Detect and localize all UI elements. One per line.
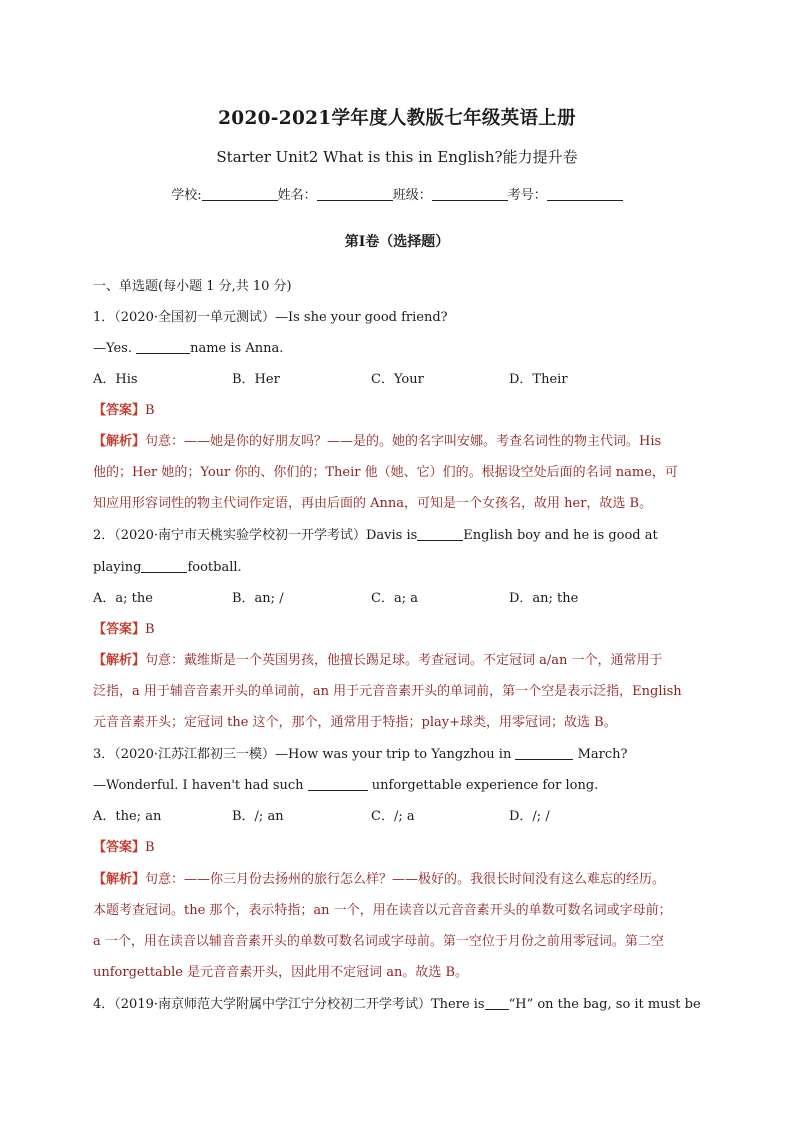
question-3-option-a: A．the; an (93, 809, 162, 824)
question-2-analysis-line-3: 元音音素开头；定冠词 the 这个，那个，通常用于特指；play+球类，用零冠词；故选 B。 (93, 715, 617, 730)
answer-value: B (145, 403, 155, 418)
question-2-stem-line-2 (93, 559, 713, 577)
question-3-stem-part-b: March? (573, 747, 628, 762)
section-title: 第I卷（选择题） (344, 234, 450, 250)
answer-value: B (145, 622, 155, 637)
analysis-text: 句意：——她是你的好朋友吗？——是的。她的名字叫安娜。考查名词性的物主代词。His (145, 434, 662, 449)
question-2-option-b: B．an; / (232, 591, 284, 606)
question-1-stem-line-2 (93, 340, 713, 358)
question-2-option-d: D．an; the (509, 591, 579, 606)
question-1-blank (136, 342, 190, 354)
class-blank[interactable] (432, 188, 508, 201)
question-3-analysis-line-2: 本题考查冠词。the 那个，表示特指；an 一个，用在读音以元音音素开头的单数可数名词或字母前； (93, 903, 672, 918)
question-2-blank-1 (417, 529, 463, 541)
name-blank[interactable] (317, 188, 393, 201)
question-3-stem-part-a: 3．（2020·江苏江都初三一模）—How was your trip to Yangzhou in (93, 747, 516, 762)
analysis-label: 【解析】 (93, 434, 146, 449)
question-3-stem-line-2 (93, 777, 713, 795)
number-label: 考号： (507, 188, 547, 203)
question-1-stem-part-b: name is Anna. (190, 341, 284, 356)
question-2-blank-2 (141, 561, 187, 573)
analysis-text: 句意：——你三月份去扬州的旅行怎么样？——极好的。我很长时间没有这么难忘的经历。 (145, 872, 666, 887)
page-title: 2020-2021学年度人教版七年级英语上册 (218, 108, 576, 129)
question-3-option-d: D．/; / (509, 809, 550, 824)
question-3-option-c: C．/; a (371, 809, 415, 824)
question-1-stem-line-1: 1．（2020·全国初一单元测试）—Is she your good friend? (93, 310, 448, 325)
question-1-answer (93, 402, 713, 420)
number-blank[interactable] (547, 188, 623, 201)
question-2-stem-part-d: football. (187, 560, 242, 575)
question-3-stem-line-1 (93, 746, 713, 764)
question-2-stem-line-1 (93, 527, 713, 545)
question-1-option-d: D．Their (509, 372, 568, 387)
question-2-analysis-line-2: 泛指，a 用于辅音音素开头的单词前，an 用于元音音素开头的单词前，第一个空是表示泛指，English (93, 684, 682, 699)
question-1-analysis-line-1 (93, 433, 713, 451)
question-4-stem-part-a: 4．（2019·南京师范大学附属中学江宁分校初二开学考试）There is (93, 997, 485, 1012)
question-2-option-a: A．a; the (93, 591, 153, 606)
question-3-blank-2 (308, 779, 368, 791)
section-heading: 一、单选题(每小题 1 分,共 10 分) (93, 279, 292, 294)
name-label: 姓名： (277, 188, 317, 203)
question-2-option-c: C．a; a (371, 591, 418, 606)
question-3-stem-part-c: —Wonderful. I haven't had such (93, 778, 308, 793)
question-4-blank (485, 998, 509, 1010)
question-3-analysis-line-3: a 一个，用在读音以辅音音素开头的单数可数名词或字母前。第一空位于月份之前用零冠词。第二空 (93, 934, 664, 949)
question-2-answer (93, 621, 713, 639)
analysis-label: 【解析】 (93, 653, 146, 668)
school-blank[interactable] (202, 188, 278, 201)
question-3-blank-1 (515, 748, 573, 760)
question-2-stem-part-b: English boy and he is good at (463, 528, 658, 543)
answer-label: 【答案】 (93, 622, 146, 637)
question-3-analysis-line-1 (93, 871, 713, 889)
question-3-option-b: B．/; an (232, 809, 284, 824)
page-subtitle: Starter Unit2 What is this in English?能力提升卷 (216, 148, 578, 166)
answer-value: B (145, 840, 155, 855)
question-4-stem-line-1 (93, 996, 713, 1014)
question-1-analysis-line-3: 知应用形容词性的物主代词作定语，再由后面的 Anna，可知是一个女孩名，故用 her，故选 B。 (93, 496, 653, 511)
analysis-label: 【解析】 (93, 872, 146, 887)
question-1-option-a: A．His (93, 372, 138, 387)
question-3-analysis-line-4: unforgettable 是元音音素开头，因此用不定冠词 an。故选 B。 (93, 965, 469, 980)
answer-label: 【答案】 (93, 403, 146, 418)
question-1-analysis-line-2: 他的；Her 她的；Your 你的、你们的；Their 他（她、它）们的。根据设空处后面的名词 name，可 (93, 465, 678, 480)
question-1-stem-part-a: —Yes. (93, 341, 137, 356)
question-2-stem-part-a: 2．（2020·南宁市天桃实验学校初一开学考试）Davis is (93, 528, 418, 543)
question-1-option-c: C．Your (371, 372, 424, 387)
question-2-stem-part-c: playing (93, 560, 142, 575)
question-3-stem-part-d: unforgettable experience for long. (367, 778, 599, 793)
student-info-row (0, 184, 794, 203)
analysis-text: 句意：戴维斯是一个英国男孩，他擅长踢足球。考查冠词。不定冠词 a/an 一个，通常用于 (145, 653, 663, 668)
answer-label: 【答案】 (93, 840, 146, 855)
question-4-stem-part-b: “H” on the bag, so it must be (508, 997, 701, 1012)
question-1-option-b: B．Her (232, 372, 280, 387)
question-3-answer (93, 839, 713, 857)
school-label: 学校: (171, 188, 202, 203)
class-label: 班级： (392, 188, 432, 203)
question-2-analysis-line-1 (93, 652, 713, 670)
